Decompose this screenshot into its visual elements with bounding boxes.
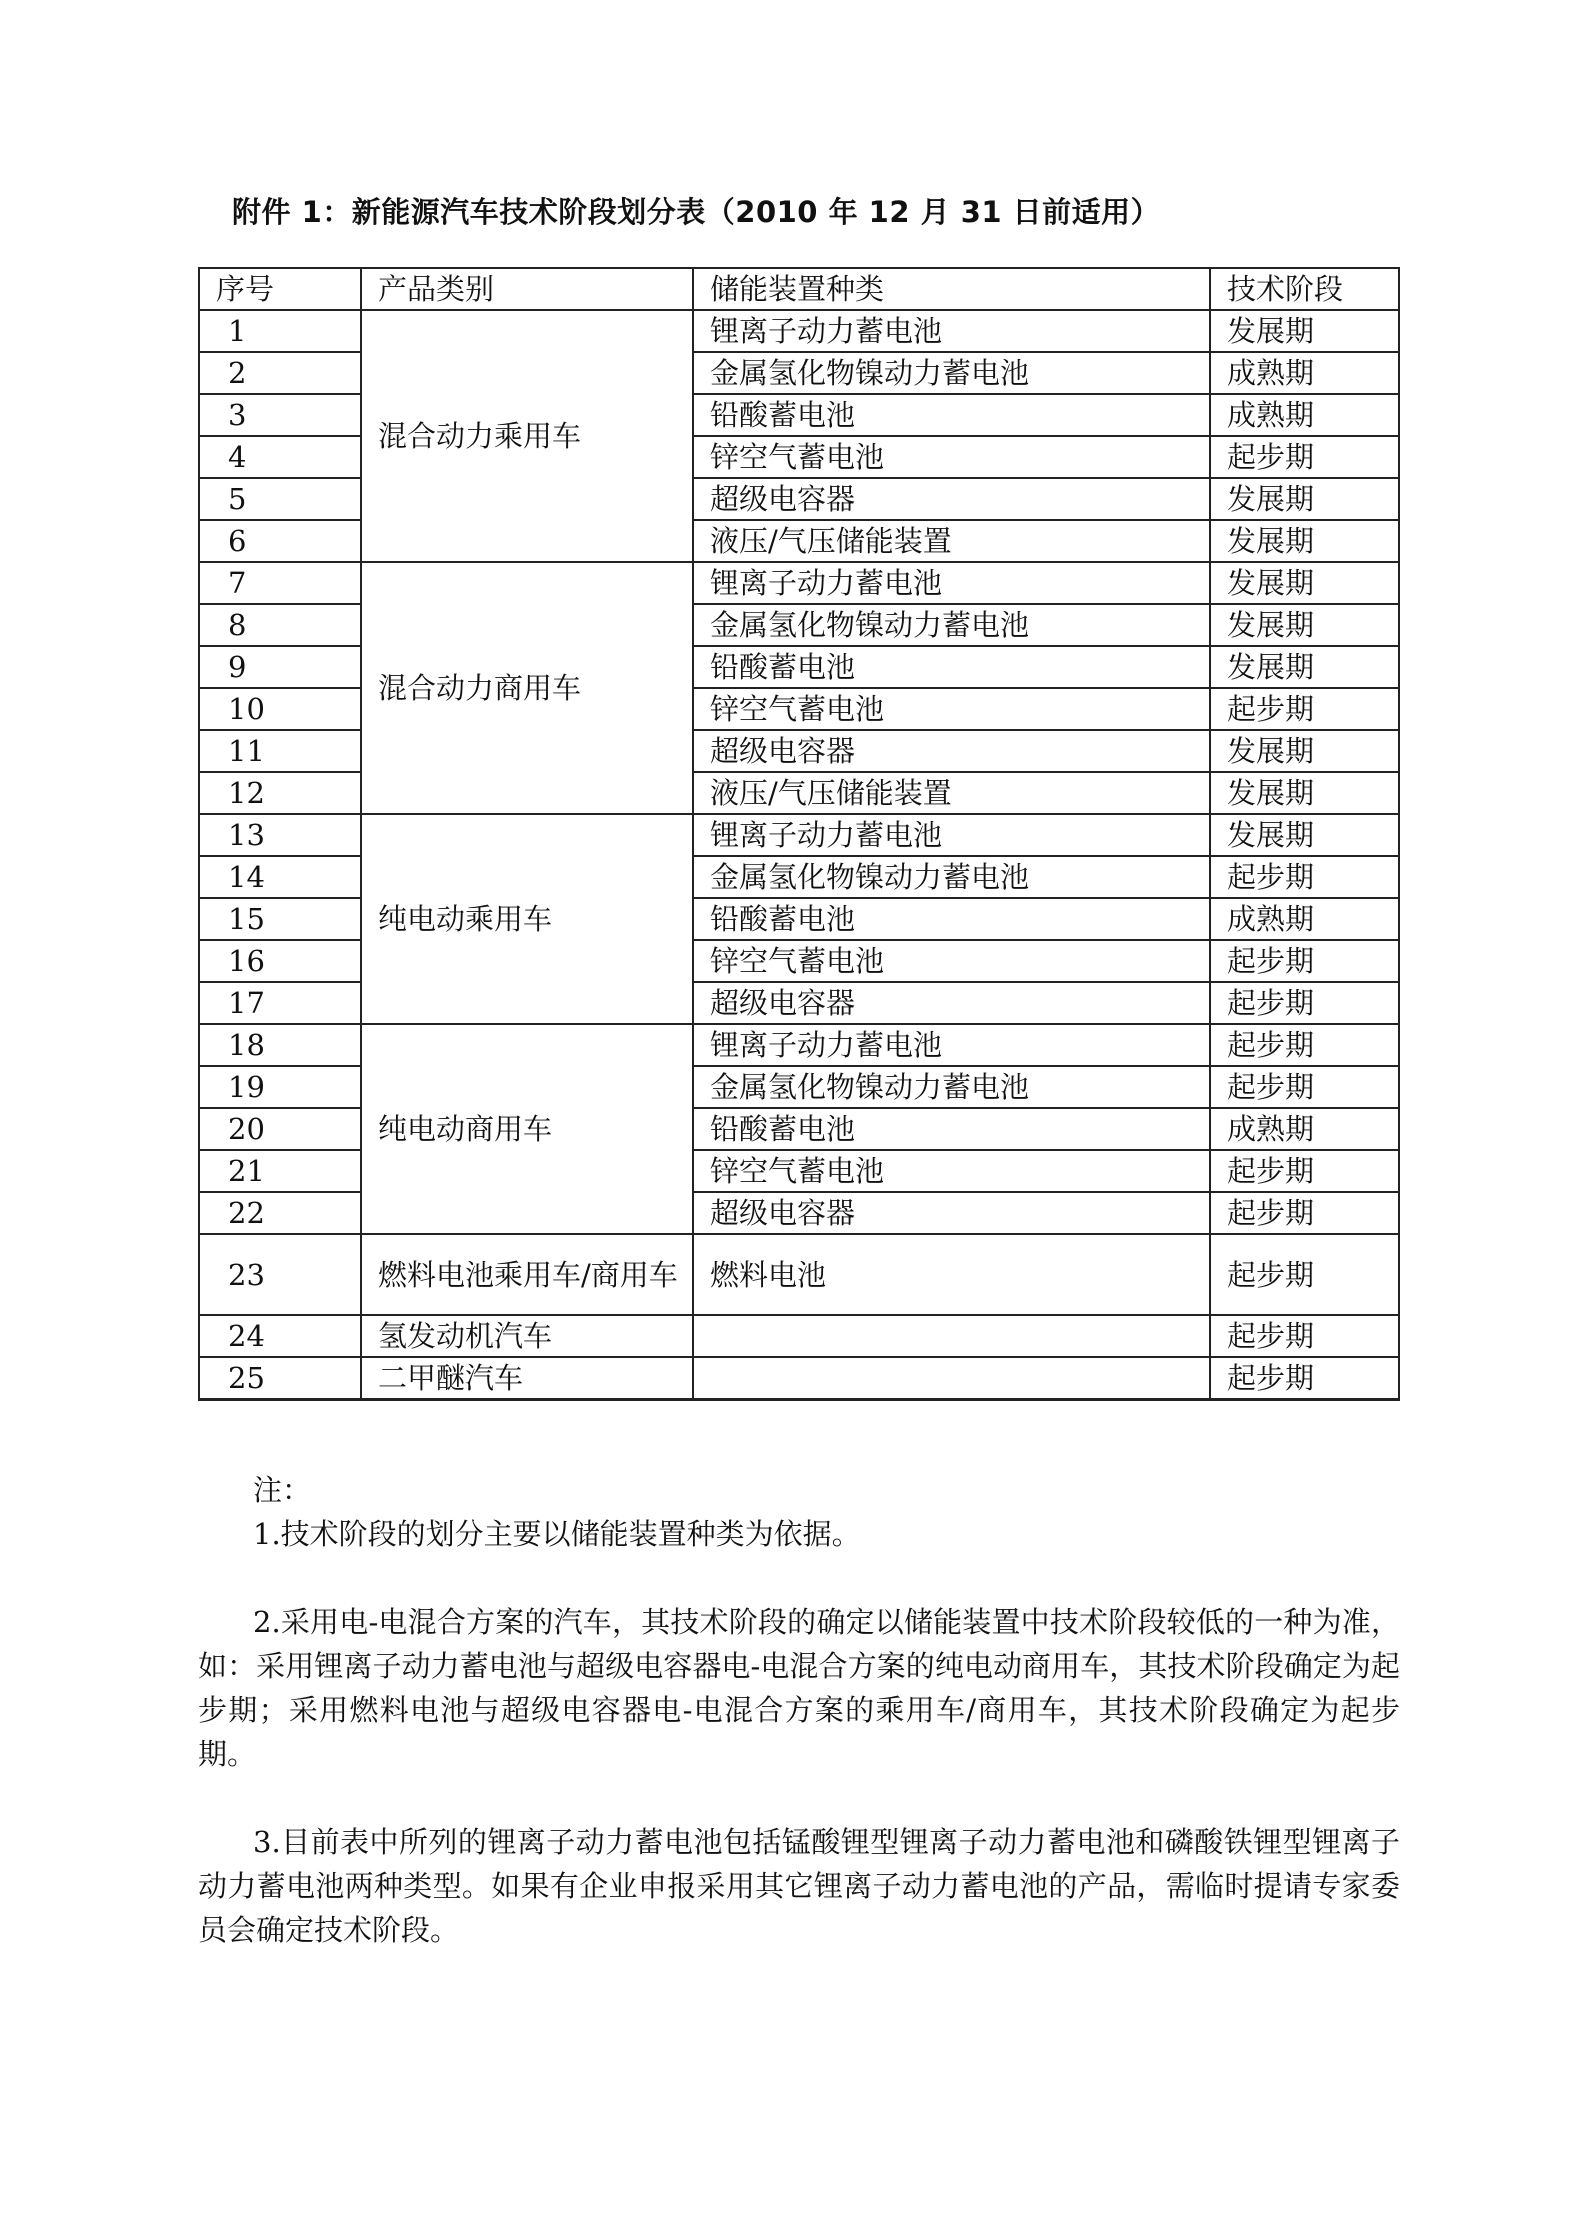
table-row bbox=[199, 562, 1399, 604]
table-row bbox=[199, 310, 1399, 352]
cell-stage: 成熟期 bbox=[1210, 394, 1399, 436]
cell-no: 9 bbox=[199, 646, 361, 688]
cell-stage: 成熟期 bbox=[1210, 898, 1399, 940]
cell-storage: 超级电容器 bbox=[693, 1192, 1210, 1234]
notes-section bbox=[198, 1468, 1400, 1952]
cell-storage: 铅酸蓄电池 bbox=[693, 646, 1210, 688]
cell-stage: 起步期 bbox=[1210, 940, 1399, 982]
cell-storage: 锂离子动力蓄电池 bbox=[693, 1024, 1210, 1066]
note-item-2: 2.采用电-电混合方案的汽车，其技术阶段的确定以储能装置中技术阶段较低的一种为准，如：采用锂离子动力蓄电池与超级电容器电-电混合方案的纯电动商用车，其技术阶段确定为起步期；采用燃料电池与超级电容器电-电混合方案的乘用车/商用车，其技术阶段确定为起步期。 bbox=[198, 1605, 1400, 1771]
table-row bbox=[199, 814, 1399, 856]
tech-stage-table bbox=[198, 267, 1400, 1401]
cell-no: 18 bbox=[199, 1024, 361, 1066]
cell-no: 20 bbox=[199, 1108, 361, 1150]
note-item-3: 3.目前表中所列的锂离子动力蓄电池包括锰酸锂型锂离子动力蓄电池和磷酸铁锂型锂离子动力蓄电池两种类型。如果有企业申报采用其它锂离子动力蓄电池的产品，需临时提请专家委员会确定技术阶段。 bbox=[198, 1825, 1400, 1947]
note-item-1: 1.技术阶段的划分主要以储能装置种类为依据。 bbox=[253, 1517, 861, 1551]
cell-storage: 锌空气蓄电池 bbox=[693, 688, 1210, 730]
table-row bbox=[199, 1234, 1399, 1315]
header-stage: 技术阶段 bbox=[1210, 268, 1399, 310]
cell-no: 6 bbox=[199, 520, 361, 562]
cell-no: 4 bbox=[199, 436, 361, 478]
notes-heading: 注： bbox=[253, 1473, 312, 1507]
table-row bbox=[199, 1024, 1399, 1066]
cell-stage: 成熟期 bbox=[1210, 352, 1399, 394]
cell-storage: 超级电容器 bbox=[693, 982, 1210, 1024]
cell-stage: 起步期 bbox=[1210, 1066, 1399, 1108]
cell-storage: 锌空气蓄电池 bbox=[693, 436, 1210, 478]
cell-no: 11 bbox=[199, 730, 361, 772]
header-category: 产品类别 bbox=[361, 268, 693, 310]
cell-no: 5 bbox=[199, 478, 361, 520]
table-row bbox=[199, 1357, 1399, 1400]
cell-storage: 金属氢化物镍动力蓄电池 bbox=[693, 1066, 1210, 1108]
cell-stage: 发展期 bbox=[1210, 520, 1399, 562]
cell-stage: 发展期 bbox=[1210, 730, 1399, 772]
cell-stage: 起步期 bbox=[1210, 1192, 1399, 1234]
cell-no: 8 bbox=[199, 604, 361, 646]
cell-no: 19 bbox=[199, 1066, 361, 1108]
cell-no: 1 bbox=[199, 310, 361, 352]
cell-storage: 金属氢化物镍动力蓄电池 bbox=[693, 856, 1210, 898]
cell-category: 氢发动机汽车 bbox=[361, 1315, 693, 1357]
table-row bbox=[199, 1315, 1399, 1357]
cell-stage: 起步期 bbox=[1210, 1024, 1399, 1066]
cell-no: 2 bbox=[199, 352, 361, 394]
cell-no: 16 bbox=[199, 940, 361, 982]
header-no: 序号 bbox=[199, 268, 361, 310]
cell-stage: 起步期 bbox=[1210, 1357, 1399, 1400]
table-header-row bbox=[199, 268, 1399, 310]
cell-no: 24 bbox=[199, 1315, 361, 1357]
cell-stage: 起步期 bbox=[1210, 1315, 1399, 1357]
cell-storage: 液压/气压储能装置 bbox=[693, 520, 1210, 562]
cell-stage: 发展期 bbox=[1210, 646, 1399, 688]
cell-no: 21 bbox=[199, 1150, 361, 1192]
cell-storage: 超级电容器 bbox=[693, 730, 1210, 772]
cell-category: 纯电动乘用车 bbox=[361, 814, 693, 1024]
cell-category: 纯电动商用车 bbox=[361, 1024, 693, 1234]
cell-no: 13 bbox=[199, 814, 361, 856]
cell-no: 14 bbox=[199, 856, 361, 898]
cell-no: 25 bbox=[199, 1357, 361, 1400]
cell-no: 23 bbox=[199, 1234, 361, 1315]
cell-stage: 发展期 bbox=[1210, 772, 1399, 814]
document-title: 附件 1：新能源汽车技术阶段划分表（2010 年 12 月 31 日前适用） bbox=[232, 195, 1161, 229]
cell-storage: 锌空气蓄电池 bbox=[693, 1150, 1210, 1192]
cell-storage bbox=[693, 1315, 1210, 1357]
cell-storage: 金属氢化物镍动力蓄电池 bbox=[693, 352, 1210, 394]
cell-storage: 液压/气压储能装置 bbox=[693, 772, 1210, 814]
cell-storage: 锂离子动力蓄电池 bbox=[693, 562, 1210, 604]
cell-stage: 发展期 bbox=[1210, 604, 1399, 646]
cell-stage: 起步期 bbox=[1210, 436, 1399, 478]
cell-category: 二甲醚汽车 bbox=[361, 1357, 693, 1400]
cell-stage: 起步期 bbox=[1210, 688, 1399, 730]
cell-storage: 金属氢化物镍动力蓄电池 bbox=[693, 604, 1210, 646]
cell-storage bbox=[693, 1357, 1210, 1400]
cell-category: 燃料电池乘用车/商用车 bbox=[361, 1234, 693, 1315]
cell-no: 12 bbox=[199, 772, 361, 814]
cell-no: 15 bbox=[199, 898, 361, 940]
cell-no: 3 bbox=[199, 394, 361, 436]
cell-stage: 发展期 bbox=[1210, 478, 1399, 520]
cell-no: 17 bbox=[199, 982, 361, 1024]
cell-stage: 成熟期 bbox=[1210, 1108, 1399, 1150]
cell-stage: 发展期 bbox=[1210, 310, 1399, 352]
cell-category: 混合动力商用车 bbox=[361, 562, 693, 814]
cell-storage: 燃料电池 bbox=[693, 1234, 1210, 1315]
cell-no: 7 bbox=[199, 562, 361, 604]
cell-storage: 锂离子动力蓄电池 bbox=[693, 310, 1210, 352]
cell-stage: 起步期 bbox=[1210, 1234, 1399, 1315]
cell-storage: 铅酸蓄电池 bbox=[693, 1108, 1210, 1150]
cell-storage: 超级电容器 bbox=[693, 478, 1210, 520]
cell-storage: 铅酸蓄电池 bbox=[693, 394, 1210, 436]
cell-category: 混合动力乘用车 bbox=[361, 310, 693, 562]
header-storage: 储能装置种类 bbox=[693, 268, 1210, 310]
cell-no: 10 bbox=[199, 688, 361, 730]
cell-stage: 发展期 bbox=[1210, 562, 1399, 604]
cell-stage: 起步期 bbox=[1210, 856, 1399, 898]
cell-storage: 铅酸蓄电池 bbox=[693, 898, 1210, 940]
cell-storage: 锂离子动力蓄电池 bbox=[693, 814, 1210, 856]
cell-storage: 锌空气蓄电池 bbox=[693, 940, 1210, 982]
cell-stage: 起步期 bbox=[1210, 982, 1399, 1024]
cell-stage: 起步期 bbox=[1210, 1150, 1399, 1192]
cell-stage: 发展期 bbox=[1210, 814, 1399, 856]
cell-no: 22 bbox=[199, 1192, 361, 1234]
